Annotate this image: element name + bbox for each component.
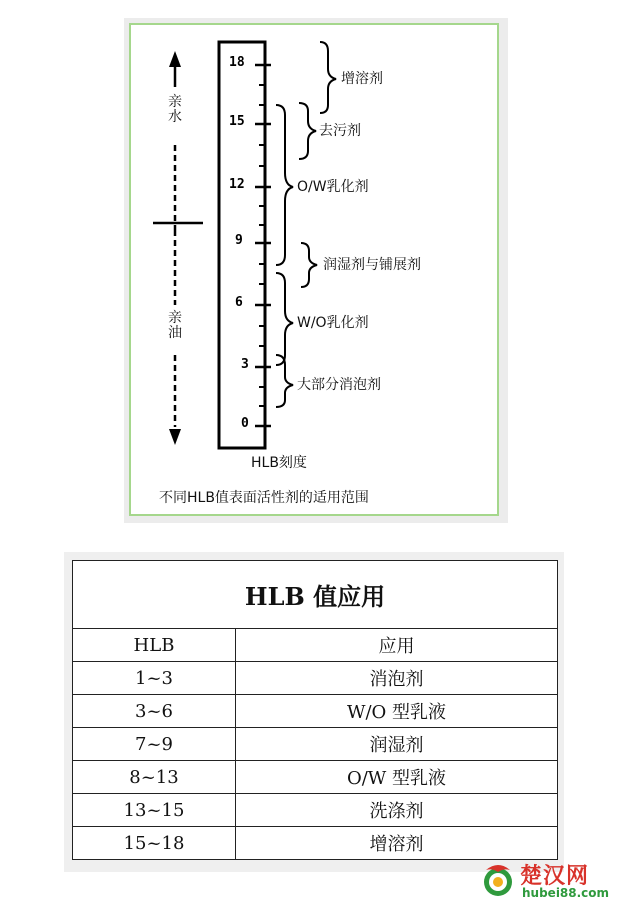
tick-label-0: 0 xyxy=(241,416,249,431)
table-title-row xyxy=(73,561,558,629)
table-row xyxy=(73,761,558,794)
hydrophilic-label: 亲水 xyxy=(168,94,182,125)
tick-label-15: 15 xyxy=(229,114,245,129)
tick-label-3: 3 xyxy=(241,357,249,372)
cell-application: 消泡剂 xyxy=(236,662,558,695)
cell-hlb: 15~18 xyxy=(73,827,236,860)
cell-hlb: 8~13 xyxy=(73,761,236,794)
header-application: 应用 xyxy=(236,629,558,662)
hlb-scale-drawing xyxy=(131,25,497,514)
range-label-ow-emulsifier: O/W乳化剂 xyxy=(297,179,369,195)
table-row xyxy=(73,662,558,695)
range-label-wo-emulsifier: W/O乳化剂 xyxy=(297,315,369,331)
tick-label-6: 6 xyxy=(235,295,243,310)
watermark-url: hubei88.com xyxy=(522,886,610,900)
table-row xyxy=(73,827,558,860)
cell-application: O/W 型乳液 xyxy=(236,761,558,794)
table-row xyxy=(73,728,558,761)
cell-hlb: 3~6 xyxy=(73,695,236,728)
table-title: HLB 值应用 xyxy=(73,561,558,629)
lipophilic-label: 亲油 xyxy=(168,310,182,341)
range-label-detergent: 去污剂 xyxy=(319,123,361,139)
tick-label-12: 12 xyxy=(229,177,245,192)
diagram-caption: 不同HLB值表面活性剂的适用范围 xyxy=(159,490,369,506)
cell-application: 洗涤剂 xyxy=(236,794,558,827)
hydrophilic-arrow xyxy=(169,51,181,230)
hlb-application-table xyxy=(72,560,558,860)
cell-application: W/O 型乳液 xyxy=(236,695,558,728)
tick-label-18: 18 xyxy=(229,55,245,70)
hlb-scale-diagram xyxy=(129,23,499,516)
range-label-antifoam: 大部分消泡剂 xyxy=(297,377,381,393)
axis-label: HLB刻度 xyxy=(251,455,307,471)
range-braces xyxy=(276,42,336,407)
cell-hlb: 13~15 xyxy=(73,794,236,827)
tick-label-9: 9 xyxy=(235,233,243,248)
cell-application: 润湿剂 xyxy=(236,728,558,761)
table-row xyxy=(73,794,558,827)
watermark-site-name: 楚汉网 xyxy=(520,864,590,889)
cell-application: 增溶剂 xyxy=(236,827,558,860)
table-row xyxy=(73,695,558,728)
range-label-solubilizer: 增溶剂 xyxy=(341,71,383,87)
cell-hlb: 7~9 xyxy=(73,728,236,761)
site-logo-icon xyxy=(478,860,518,900)
range-label-wetting-agent: 润湿剂与铺展剂 xyxy=(323,257,421,273)
cell-hlb: 1~3 xyxy=(73,662,236,695)
header-hlb: HLB xyxy=(73,629,236,662)
table-header-row xyxy=(73,629,558,662)
